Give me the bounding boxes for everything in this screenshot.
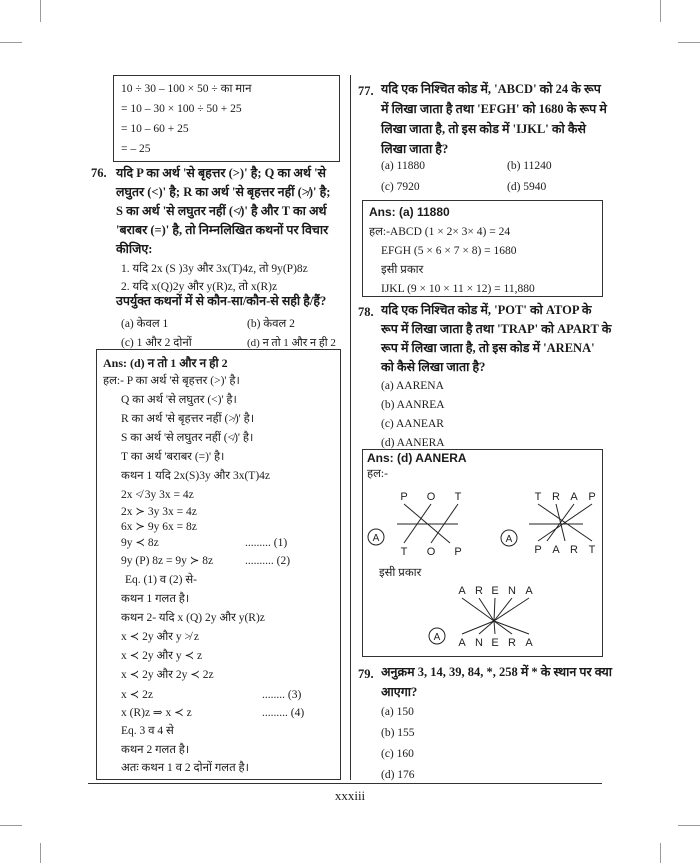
- option-b: (b) केवल 2: [247, 318, 295, 330]
- question-text-line: यदि P का अर्थ 'से बृहत्तर (>)' है; Q का अर्थ 'से: [116, 166, 327, 180]
- footer-rule: [88, 783, 602, 784]
- answer-header: Ans: (d) न तो 1 और न ही 2: [103, 356, 228, 370]
- statement: 2. यदि x(Q)2y और y(R)z, तो x(R)z: [121, 281, 278, 293]
- solution-line: इसी प्रकार: [381, 264, 424, 276]
- option-c: (c) 160: [381, 748, 414, 760]
- diagram-letter: P: [400, 491, 408, 503]
- question-text-line: लिखा जाता है, तो इस कोड में 'IJKL' को कैसे: [381, 122, 586, 136]
- option-c: (c) AANEAR: [381, 418, 444, 430]
- option-a: (a) केवल 1: [121, 318, 169, 330]
- solution-line: 6x ≻ 9y 6x = 8z: [121, 521, 197, 533]
- solution-line: अतः कथन 1 व 2 दोनों गलत है।: [121, 762, 249, 774]
- solution-line: 9y (P) 8z = 9y ≻ 8z: [121, 555, 214, 567]
- solution-line: Eq. (1) व (2) से-: [125, 574, 197, 586]
- diagram-letter: P: [454, 546, 462, 558]
- question-text-line: S का अर्थ 'से लघुतर नहीं (≮)' है और T का अर्थ: [116, 204, 327, 218]
- option-b: (b) AANREA: [381, 399, 445, 411]
- solution-line: x ≺ 2y और y ≯ z: [121, 631, 199, 643]
- question-text-line: रूप में लिखा जाता है तथा 'TRAP' को APART के: [381, 322, 612, 336]
- question-number: 77.: [358, 84, 374, 98]
- diagram-letter: P: [534, 544, 542, 556]
- solution-line: 2x ≮ 3y 3x = 4z: [121, 489, 194, 501]
- circle-letter: A: [505, 534, 513, 545]
- diagram-letter: T: [400, 546, 408, 558]
- question-text-line: लघुतर (<)' है; R का अर्थ 'से बृहत्तर नहीं (≯)' है;: [116, 185, 331, 199]
- diagram-letter: R: [508, 637, 516, 649]
- solution-line: Q का अर्थ 'से लघुतर (<)' है।: [121, 394, 237, 406]
- option-a: (a) 11880: [381, 160, 425, 172]
- solution-line: इसी प्रकार: [379, 567, 422, 579]
- calc-line: = 10 – 30 × 100 ÷ 50 + 25: [121, 103, 242, 115]
- question-text-line: को कैसे लिखा जाता है?: [381, 360, 486, 374]
- diagram-letter: E: [491, 637, 499, 649]
- diagram-letter: A: [458, 637, 466, 649]
- solution-line: T का अर्थ 'बराबर (=)' है।: [121, 451, 225, 463]
- option-d: (d) AANERA: [381, 437, 445, 449]
- question-number: 78.: [358, 305, 374, 319]
- option-a: (a) 150: [381, 706, 414, 718]
- option-d: (d) 176: [381, 769, 415, 781]
- reference-mark: ........ (3): [262, 689, 302, 701]
- reference-mark: ......... (4): [262, 707, 305, 719]
- solution-line: x ≺ 2z: [121, 689, 153, 701]
- solution-line: EFGH (5 × 6 × 7 × 8) = 1680: [381, 245, 517, 257]
- question-text-line: कीजिए:: [116, 242, 153, 256]
- question-text-line: रूप में लिखा जाता है, तो इस कोड में 'ARENA': [381, 341, 595, 355]
- diagram-letter: R: [552, 491, 560, 503]
- diagram-letter: O: [426, 546, 436, 558]
- question-prompt: उपर्युक्त कथनों में से कौन-सा/कौन-से सही है/हैं?: [116, 294, 327, 308]
- option-c: (c) 7920: [381, 181, 420, 193]
- solution-line: IJKL (9 × 10 × 11 × 12) = 11,880: [381, 283, 535, 295]
- diagram-letter: O: [426, 491, 436, 503]
- diagram-letter: A: [458, 585, 466, 597]
- diagram-letter: A: [570, 491, 578, 503]
- diagram-letter: E: [491, 585, 499, 597]
- solution-line: x ≺ 2y और 2y ≺ 2z: [121, 669, 214, 681]
- calc-line: = 10 – 60 + 25: [121, 123, 189, 135]
- diagram-letter: N: [508, 585, 516, 597]
- solution-line: 2x ≻ 3y 3x = 4z: [121, 506, 197, 518]
- solution-line: Eq. 3 व 4 से: [121, 725, 174, 737]
- option-b: (b) 155: [381, 727, 415, 739]
- page-number: xxxiii: [334, 788, 366, 803]
- solution-line: कथन 2 गलत है।: [121, 744, 190, 756]
- diagram-letter: T: [454, 491, 462, 503]
- solution-line: कथन 1 यदि 2x(S)3y और 3x(T)4z: [121, 470, 271, 482]
- solution-line: x (R)z ⇒ x ≺ z: [121, 707, 192, 719]
- circle-letter: A: [433, 632, 441, 643]
- option-d: (d) न तो 1 और न ही 2: [247, 337, 336, 349]
- question-number: 76.: [91, 166, 107, 180]
- answer-header: Ans: (d) AANERA: [367, 451, 467, 465]
- solution-line: हल:- P का अर्थ 'से बृहत्तर (>)' है।: [103, 375, 240, 387]
- diagram-letter: A: [525, 585, 533, 597]
- calc-line: = – 25: [121, 143, 151, 155]
- option-d: (d) 5940: [507, 181, 547, 193]
- diagram-letter: A: [525, 637, 533, 649]
- diagram-letter: P: [588, 491, 596, 503]
- reference-mark: ......... (1): [245, 537, 288, 549]
- option-a: (a) AARENA: [381, 380, 444, 392]
- diagram-letter: T: [534, 491, 542, 503]
- option-c: (c) 1 और 2 दोनों: [121, 337, 192, 349]
- circle-letter: A: [372, 533, 380, 544]
- solution-line: x ≺ 2y और y ≺ z: [121, 650, 203, 662]
- solution-line: 9y ≺ 8z: [121, 537, 159, 549]
- question-text-line: 'बराबर (=)' है, तो निम्नलिखित कथनों पर विचार: [116, 223, 329, 237]
- solution-line: S का अर्थ 'से लघुतर नहीं (≮)' है।: [121, 432, 254, 444]
- question-text-line: लिखा जाता है?: [381, 142, 449, 156]
- solution-line: R का अर्थ 'से बृहत्तर नहीं (≯)' है।: [121, 413, 255, 425]
- question-number: 79.: [358, 667, 374, 681]
- solution-line: कथन 2- यदि x (Q) 2y और y(R)z: [121, 612, 265, 624]
- statement: 1. यदि 2x (S )3y और 3x(T)4z, तो 9y(P)8z: [121, 263, 308, 275]
- answer-header: Ans: (a) 11880: [369, 205, 450, 219]
- question-text-line: यदि एक निश्चित कोड में, 'POT' को ATOP के: [381, 303, 592, 317]
- question-text-line: आएगा?: [381, 685, 418, 699]
- diagram-letter: T: [588, 544, 596, 556]
- diagram-letter: R: [570, 544, 578, 556]
- question-text-line: अनुक्रम 3, 14, 39, 84, *, 258 में * के स्थान पर क्या: [381, 665, 612, 679]
- question-text-line: में लिखा जाता है तथा 'EFGH' को 1680 के रूप मे: [381, 102, 607, 116]
- solution-line: हल:-: [367, 468, 388, 480]
- solution-line: कथन 1 गलत है।: [121, 593, 190, 605]
- solution-line: हल:-ABCD (1 × 2× 3× 4) = 24: [369, 226, 511, 238]
- question-text-line: यदि एक निश्चित कोड में, 'ABCD' को 24 के रूप: [381, 82, 601, 96]
- diagram-letter: A: [552, 544, 560, 556]
- reference-mark: .......... (2): [245, 555, 291, 567]
- diagram-letter: N: [475, 637, 483, 649]
- option-b: (b) 11240: [507, 160, 552, 172]
- diagram-letter: R: [475, 585, 483, 597]
- calc-line: 10 ÷ 30 – 100 × 50 ÷ का मान: [121, 83, 252, 95]
